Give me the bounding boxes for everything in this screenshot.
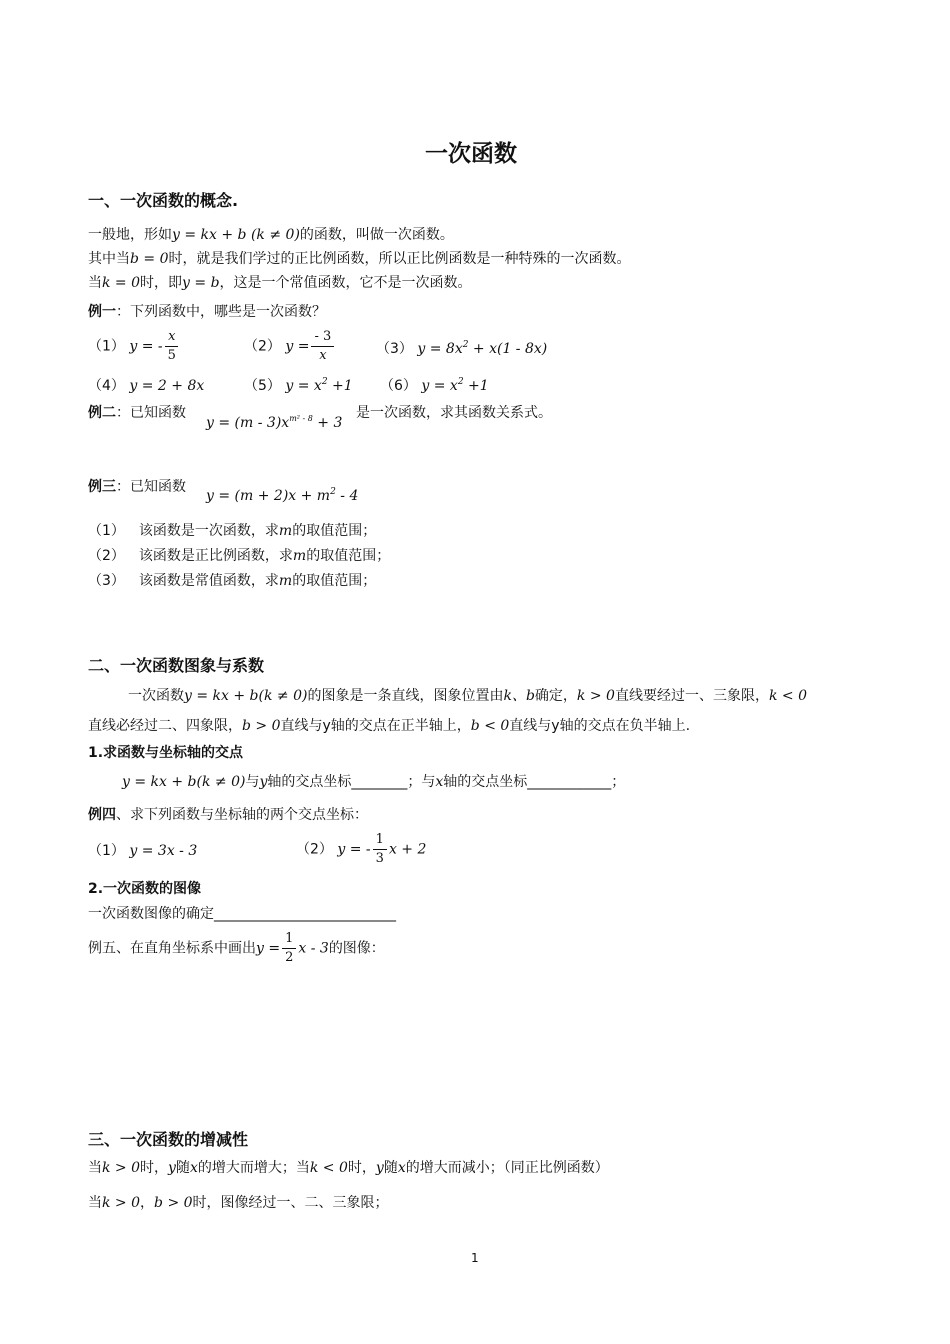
example-1-prompt — [88, 301, 326, 321]
text: 的增大而减小；（同正比例函数） — [405, 1160, 609, 1176]
ex3-item-2 — [88, 545, 390, 565]
formula-part: + x(1 - 8x) — [468, 341, 548, 357]
formula: b < 0 — [470, 718, 510, 734]
zero-b-line — [88, 248, 631, 268]
example-2-formula — [206, 414, 342, 431]
variable: m — [278, 573, 293, 589]
ex3-item-1 — [88, 520, 376, 540]
text: 该函数是常值函数，求 — [138, 573, 279, 589]
ex3-item-3 — [88, 570, 376, 590]
text: 时，就是我们学过的正比例函数，所以正比例函数是一种特殊的一次函数。 — [168, 251, 631, 267]
formula: y = kx + b (k ≠ 0) — [172, 227, 300, 243]
text: 轴的交点坐标________；与 — [267, 774, 436, 790]
text: 的取值范围； — [306, 548, 391, 564]
exponent: 2 — [462, 340, 469, 350]
text: 的图象是一条直线，图象位置由 — [307, 688, 504, 704]
numerator: 1 — [373, 831, 387, 850]
text: ，这是一个常值函数，它不是一次函数。 — [219, 275, 472, 291]
section-1-heading: 一、一次函数的概念. — [88, 191, 239, 210]
formula: y = 3x - 3 — [129, 843, 198, 859]
text: 的函数，叫做一次函数。 — [299, 227, 454, 243]
item-number: （1） — [88, 523, 125, 539]
fraction — [311, 328, 334, 365]
variable: x — [435, 774, 444, 790]
example-label: 例一 — [88, 304, 116, 320]
formula: b > 0 — [154, 1195, 193, 1211]
text: 时，图像经过一、二、三象限； — [192, 1195, 389, 1211]
formula: y = kx + b(k ≠ 0) — [184, 688, 308, 704]
ex4-item-1 — [88, 840, 197, 860]
example-3-prompt — [88, 476, 186, 496]
example-3-formula — [206, 487, 358, 504]
graph-determination-line: 一次函数图像的确定__________________________ — [88, 906, 396, 922]
example-4-prompt — [88, 804, 368, 824]
text: 随 — [383, 1160, 398, 1176]
formula: y = - — [337, 841, 371, 858]
exponent: m² - 8 — [289, 414, 313, 423]
formula: b > 0 — [242, 718, 281, 734]
quadrant-line — [88, 1192, 389, 1212]
item-number: （2） — [296, 841, 333, 858]
denominator: 5 — [167, 348, 176, 363]
text: 当 — [88, 1195, 102, 1211]
text: 该函数是正比例函数，求 — [138, 548, 293, 564]
text: 与 — [245, 774, 260, 790]
text: 直线与y轴的交点在负半轴上. — [509, 718, 691, 734]
denominator: 3 — [375, 851, 384, 866]
text: 时， — [347, 1160, 376, 1176]
formula: x - 3 — [298, 940, 329, 957]
formula: k > 0 — [102, 1160, 141, 1176]
example-2-text: 是一次函数，求其函数关系式。 — [356, 405, 552, 421]
item-number: （3） — [88, 573, 125, 589]
text: ：已知函数 — [116, 405, 186, 421]
text: 当 — [88, 1160, 102, 1176]
example-5-prompt — [88, 930, 385, 967]
ex4-item-2 — [296, 831, 426, 868]
text: 该函数是一次函数，求 — [138, 523, 279, 539]
fraction — [165, 328, 179, 365]
exponent: 2 — [321, 377, 328, 387]
formula-part: y = x — [285, 378, 322, 394]
formula — [417, 341, 547, 357]
formula: k > 0 — [102, 1195, 141, 1211]
text: ， — [140, 1195, 155, 1211]
zero-k-line — [88, 272, 472, 292]
text: 直线必经过二、四象限， — [88, 718, 242, 734]
formula-part: y = (m - 3)x — [206, 415, 290, 431]
text: 的图像： — [328, 940, 385, 957]
text: 的取值范围； — [292, 573, 377, 589]
text: ：下列函数中，哪些是一次函数？ — [116, 304, 326, 320]
variable: y — [375, 1160, 384, 1176]
subsection-1-heading: 1.求函数与坐标轴的交点 — [88, 745, 244, 761]
formula: y = — [256, 940, 281, 957]
formula — [421, 378, 488, 394]
denominator: 2 — [285, 950, 294, 965]
formula-part: y = x — [421, 378, 458, 394]
formula: k < 0 — [768, 688, 807, 704]
formula — [285, 378, 352, 394]
item-number: （6） — [380, 378, 417, 394]
item-number: （1） — [88, 338, 125, 355]
item-number: （4） — [88, 378, 125, 394]
item-number: （2） — [88, 548, 125, 564]
text: 一次函数 — [128, 688, 184, 704]
text: 直线要经过一、三象限， — [614, 688, 769, 704]
item-number: （2） — [244, 338, 281, 355]
text: 例五、在直角坐标系中画出 — [88, 940, 256, 957]
denominator: x — [319, 348, 327, 363]
formula-part: - 4 — [335, 488, 359, 504]
formula: b = 0 — [130, 251, 169, 267]
example-label: 例四 — [88, 807, 116, 823]
formula: y = - — [129, 338, 163, 355]
section-2-heading: 二、一次函数图象与系数 — [88, 656, 265, 675]
variable: y — [168, 1160, 176, 1176]
text: 的取值范围； — [292, 523, 377, 539]
text: 的增大而增大；当 — [197, 1160, 310, 1176]
ex1-item-1 — [88, 328, 181, 365]
example-label: 例三 — [88, 479, 116, 495]
exponent: 2 — [457, 377, 464, 387]
formula: y = 2 + 8x — [129, 378, 205, 394]
ex1-item-6 — [380, 375, 489, 395]
variable: y — [259, 774, 268, 790]
formula-part: + 3 — [312, 415, 343, 431]
text: 确定， — [534, 688, 577, 704]
text: ：已知函数 — [116, 479, 186, 495]
variable: x — [189, 1160, 198, 1176]
formula-part: y = (m + 2)x + m — [206, 488, 331, 504]
numerator: 1 — [282, 930, 296, 949]
formula: x + 2 — [388, 841, 427, 858]
page-number: 1 — [471, 1251, 479, 1265]
text: 一般地，形如 — [88, 227, 172, 243]
intercept-line — [122, 771, 625, 791]
text: 直线与y轴的交点在正半轴上， — [280, 718, 471, 734]
formula: k、b — [503, 688, 535, 704]
formula: y = kx + b(k ≠ 0) — [122, 774, 246, 790]
example-label: 例二 — [88, 405, 116, 421]
ex1-item-4 — [88, 375, 204, 395]
monotonicity-line — [88, 1157, 609, 1177]
variable: m — [278, 523, 293, 539]
fraction — [282, 930, 296, 967]
text: 轴的交点坐标____________； — [443, 774, 626, 790]
formula: k = 0 — [102, 275, 141, 291]
section-3-heading: 三、一次函数的增减性 — [88, 1130, 249, 1149]
formula-part: y = 8x — [417, 341, 463, 357]
page-title: 一次函数 — [425, 141, 517, 167]
section-2-para-line-1 — [128, 685, 807, 705]
ex1-item-2 — [244, 328, 336, 365]
formula: y = — [285, 338, 310, 355]
variable: m — [292, 548, 307, 564]
numerator: - 3 — [311, 328, 334, 347]
variable: x — [397, 1160, 406, 1176]
item-number: （1） — [88, 843, 125, 859]
text: 当 — [88, 275, 102, 291]
fraction — [373, 831, 387, 868]
exponent: 2 — [330, 487, 336, 497]
formula: k < 0 — [309, 1160, 348, 1176]
example-2-prompt — [88, 402, 186, 422]
definition-line — [88, 224, 454, 244]
formula: y = b — [182, 275, 220, 291]
item-number: （5） — [244, 378, 281, 394]
formula-part: +1 — [463, 378, 489, 394]
formula-part: +1 — [327, 378, 353, 394]
subsection-2-heading: 2.一次函数的图像 — [88, 881, 202, 897]
text: 其中当 — [88, 251, 130, 267]
ex1-item-3 — [376, 338, 547, 358]
formula: k > 0 — [576, 688, 615, 704]
ex1-item-5 — [244, 375, 353, 395]
item-number: （3） — [376, 341, 413, 357]
text: 随 — [175, 1160, 190, 1176]
text: 时，即 — [140, 275, 183, 291]
text: 时， — [140, 1160, 169, 1176]
section-2-para-line-2 — [88, 715, 690, 735]
numerator: x — [165, 328, 178, 347]
text: 、求下列函数与坐标轴的两个交点坐标： — [116, 807, 368, 823]
